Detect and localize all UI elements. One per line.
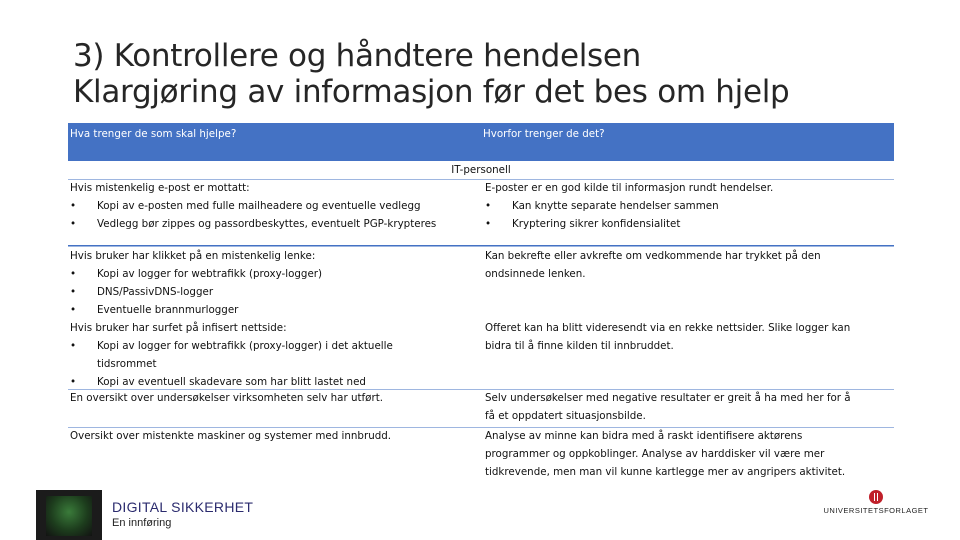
- link-reason1-line2: ondsinnede lenken.: [485, 268, 586, 280]
- header-col2: Hvorfor trenger de det?: [483, 128, 605, 140]
- link-reason2-line1: Offeret kan ha blitt videresendt via en rekke nettsider. Slike logger kan: [485, 322, 851, 334]
- link-reason1-line1: Kan bekrefte eller avkrefte om vedkommende har trykket på den: [485, 250, 821, 262]
- email-reason-bullet2: Kryptering sikrer konfidensialitet: [512, 218, 681, 230]
- machines-text: Oversikt over mistenkte maskiner og systemer med innbrudd.: [70, 430, 392, 442]
- overview-row-left: [68, 389, 480, 427]
- header-col1: Hva trenger de som skal hjelpe?: [70, 128, 237, 140]
- link-row-left: [68, 247, 480, 389]
- bullet-icon: •: [70, 268, 77, 280]
- slide-title-line1: 3) Kontrollere og håndtere hendelsen: [73, 38, 642, 74]
- bullet-icon: •: [485, 218, 492, 230]
- link-bullet4-line2: tidsrommet: [97, 358, 157, 370]
- bullet-icon: •: [485, 200, 492, 212]
- link-heading: Hvis bruker har klikket på en mistenkelig lenke:: [70, 250, 316, 262]
- publisher-name: UNIVERSITETSFORLAGET: [823, 506, 929, 515]
- email-row-left: [68, 179, 480, 245]
- row-divider: [68, 179, 894, 180]
- machines-row-right: [480, 427, 894, 490]
- slide-title: [73, 38, 933, 110]
- machines-reason-line2: programmer og oppkoblinger. Analyse av harddisker vil være mer: [485, 448, 825, 460]
- link-row-right: [480, 247, 894, 389]
- machines-reason-line1: Analyse av minne kan bidra med å raskt identifisere aktørens: [485, 430, 803, 442]
- row-divider: [68, 246, 894, 247]
- bullet-icon: •: [70, 200, 77, 212]
- bullet-icon: •: [70, 218, 77, 230]
- info-table: [68, 123, 894, 490]
- overview-reason-line1: Selv undersøkelser med negative resultater er greit å ha med her for å: [485, 392, 851, 404]
- link-reason2-line2: bidra til å finne kilden til innbruddet.: [485, 340, 674, 352]
- link-heading2: Hvis bruker har surfet på infisert nettside:: [70, 322, 287, 334]
- link-bullet4-line1: Kopi av logger for webtrafikk (proxy-logger) i det aktuelle: [97, 340, 393, 352]
- email-row-right: [480, 179, 894, 245]
- email-heading: Hvis mistenkelig e-post er mottatt:: [70, 182, 250, 194]
- email-bullet1: Kopi av e-posten med fulle mailheadere og eventuelle vedlegg: [97, 200, 421, 212]
- overview-row-right: [480, 389, 894, 427]
- book-title: DIGITAL SIKKERHET: [112, 499, 254, 515]
- bullet-icon: •: [70, 340, 77, 352]
- machines-reason-line3: tidkrevende, men man vil kunne kartlegge mer av angripers aktivitet.: [485, 466, 846, 478]
- bullet-icon: •: [70, 376, 77, 388]
- email-bullet2: Vedlegg bør zippes og passordbeskyttes, eventuelt PGP-krypteres: [97, 218, 437, 230]
- book-subtitle: En innføring: [112, 517, 172, 529]
- bullet-icon: •: [70, 286, 77, 298]
- link-bullet5: Kopi av eventuell skadevare som har blitt lastet ned: [97, 376, 366, 388]
- row-divider: [68, 389, 894, 390]
- section-label: IT-personell: [68, 161, 894, 179]
- row-divider: [68, 427, 894, 428]
- machines-row-left: [68, 427, 480, 490]
- book-cover-art: [46, 496, 92, 536]
- link-bullet1: Kopi av logger for webtrafikk (proxy-logger): [97, 268, 323, 280]
- publisher-mark-icon: [869, 490, 883, 504]
- overview-reason-line2: få et oppdatert situasjonsbilde.: [485, 410, 646, 422]
- slide-title-line2: Klargjøring av informasjon før det bes om hjelp: [73, 74, 790, 110]
- link-bullet2: DNS/PassivDNS-logger: [97, 286, 214, 298]
- publisher-logo: [815, 490, 937, 520]
- overview-text: En oversikt over undersøkelser virksomheten selv har utført.: [70, 392, 383, 404]
- email-reason: E-poster er en god kilde til informasjon rundt hendelser.: [485, 182, 774, 194]
- book-cover-image: [36, 490, 102, 540]
- email-reason-bullet1: Kan knytte separate hendelser sammen: [512, 200, 719, 212]
- link-bullet3: Eventuelle brannmurlogger: [97, 304, 239, 316]
- bullet-icon: •: [70, 304, 77, 316]
